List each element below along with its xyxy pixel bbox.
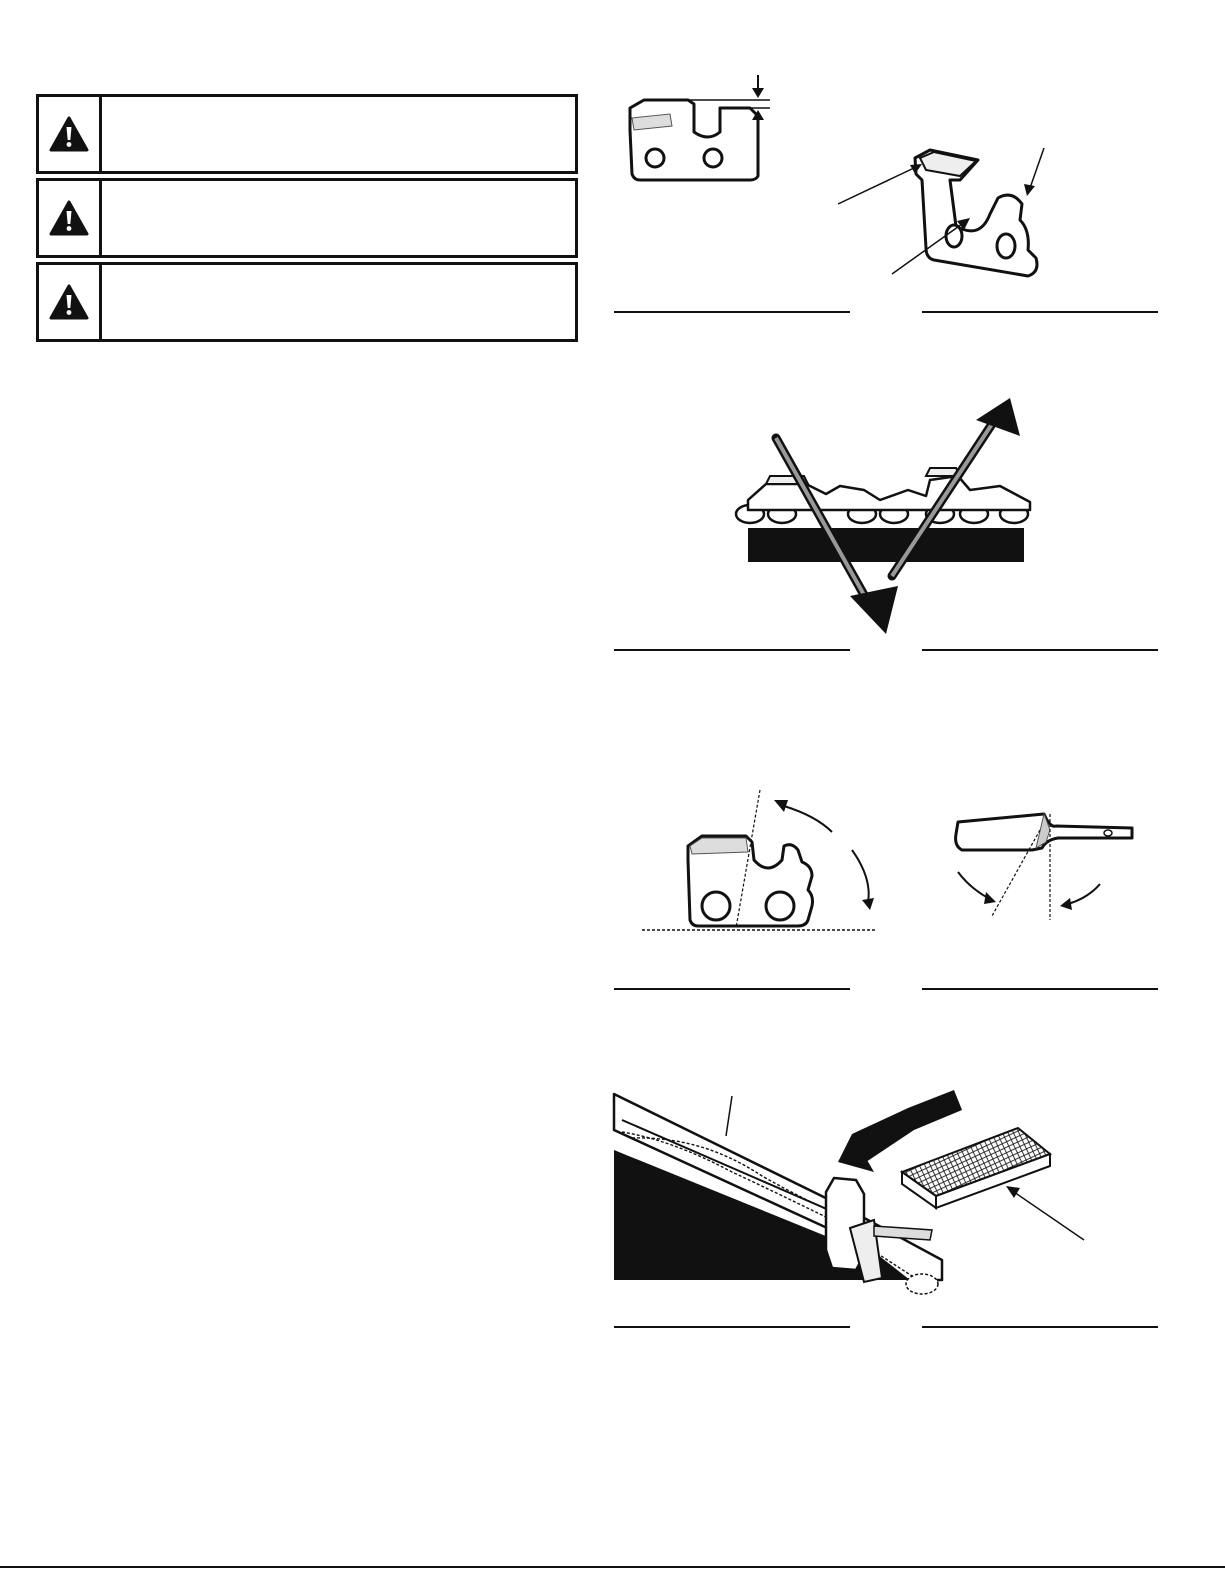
warning-triangle-icon bbox=[49, 116, 89, 152]
warning-icon-cell bbox=[39, 265, 102, 339]
top-plate-angle-figure bbox=[636, 780, 886, 940]
warning-box-3 bbox=[36, 262, 578, 342]
caption-rule bbox=[922, 649, 1158, 651]
warning-icon-cell bbox=[39, 181, 102, 255]
warning-box-2 bbox=[36, 178, 578, 258]
caption-rule bbox=[922, 988, 1158, 990]
warning-text bbox=[102, 97, 575, 171]
depth-gauge-figure bbox=[610, 70, 810, 190]
caption-rule bbox=[614, 1326, 850, 1328]
warning-text bbox=[102, 181, 575, 255]
page-bottom-rule bbox=[0, 1566, 1225, 1568]
warning-text bbox=[102, 265, 575, 339]
bar-dressing-figure bbox=[612, 1080, 1092, 1300]
caption-rule bbox=[614, 311, 850, 313]
warning-box-1 bbox=[36, 94, 578, 174]
caption-rule bbox=[614, 649, 850, 651]
warning-triangle-icon bbox=[49, 200, 89, 236]
warning-triangle-icon bbox=[49, 284, 89, 320]
warning-icon-cell bbox=[39, 97, 102, 171]
file-stroke-figure bbox=[730, 390, 1050, 635]
side-plate-angle-figure bbox=[940, 800, 1140, 925]
caption-rule bbox=[614, 988, 850, 990]
caption-rule bbox=[922, 311, 1158, 313]
caption-rule bbox=[922, 1326, 1158, 1328]
cutter-parts-figure bbox=[830, 140, 1070, 290]
